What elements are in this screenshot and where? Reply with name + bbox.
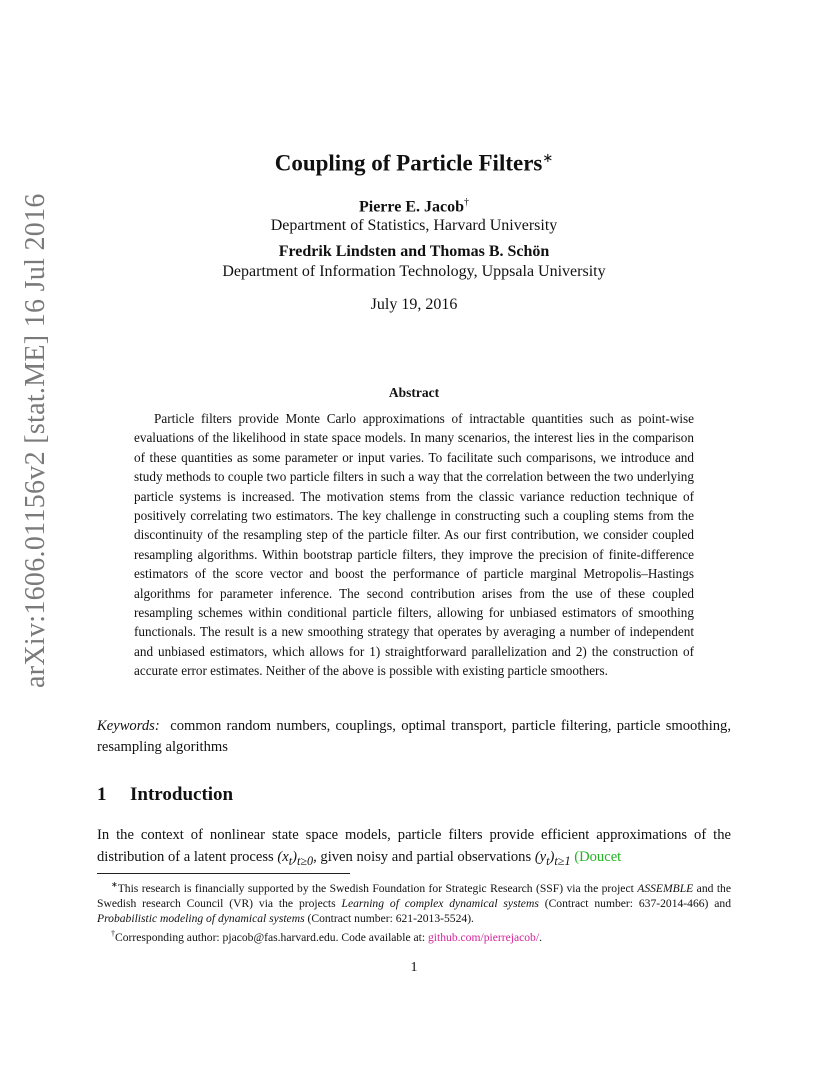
footnote-1-project-1: ASSEMBLE [637, 881, 694, 895]
arxiv-identifier-stamp: arXiv:1606.01156v2 [stat.ME] 16 Jul 2016 [20, 193, 51, 688]
footnote-2-mark: † [111, 929, 115, 939]
footnotes [97, 877, 731, 946]
math-obs-range: t≥1 [554, 853, 571, 868]
author-1-name-text: Pierre E. Jacob [358, 198, 464, 216]
math-latent-process [277, 849, 314, 868]
math-latent-sub: t [288, 853, 293, 868]
citation-link[interactable]: (Doucet [574, 849, 622, 865]
author-1-footnote-mark: † [464, 197, 469, 208]
footnote-1-project-3: Probabilistic modeling of dynamical systems [97, 912, 305, 926]
section-heading [97, 784, 233, 806]
github-link[interactable]: github.com/pierrejacob/ [427, 931, 540, 945]
math-obs-open: (y [534, 849, 547, 865]
keywords-text: common random numbers, couplings, optimal transport, particle filtering, particle smoothing, resampling algorithms [97, 718, 732, 755]
title-text: Coupling of Particle Filters [274, 150, 543, 176]
page-number: 1 [410, 960, 418, 975]
keywords-label: Keywords: [97, 718, 160, 734]
footnote-1-text-d: (Contract number: 621-2013-5524). [304, 912, 474, 926]
intro-paragraph [97, 824, 731, 872]
math-latent-close: ) [292, 849, 297, 865]
paper-title [0, 150, 828, 177]
math-obs-close: ) [549, 849, 555, 865]
math-latent-range: t≥0 [296, 853, 314, 868]
intro-text-1: In the context of nonlinear state space models, particle filters provide efficient approximations of the distribution of a latent process [97, 827, 731, 865]
section-number: 1 [97, 784, 107, 805]
footnote-1-text-a: This research is financially supported by the Swedish Foundation for Strategic Research (SSF) via the project [117, 881, 638, 895]
paper-date: July 19, 2016 [370, 296, 458, 313]
abstract-text: Particle filters provide Monte Carlo approximations of intractable quantities such as point-wise evaluations of the likelihood in state space models. In many scenarios, the interest lies in the comparison of these quantities as some parameter or input varies. To facilitate such comparisons, we introduce and study methods to couple two particle filters in such a way that the correlation between the two underlying particle systems is increased. The motivation stems from the classic variance reduction technique of positively correlating two estimators. The key challenge in constructing such a coupling stems from the discontinuity of the resampling step of the particle filter. As our first contribution, we consider coupled resampling algorithms. Within bootstrap particle filters, they improve the precision of finite-difference estimators of the score vector and boost the performance of particle marginal Metropolis–Hastings algorithms for parameter inference. The second contribution arises from the use of these coupled resampling schemes within conditional particle filters, allowing for unbiased estimators of smoothing functionals. The result is a new smoothing strategy that operates by averaging a number of independent and unbiased estimators, which allows for 1) straightforward parallelization and 2) the construction of accurate error estimates. Neither of the above is possible with existing particle smoothers. [134, 411, 694, 679]
footnote-2-text-a: Corresponding author: pjacob@fas.harvard.edu. Code available at: [115, 931, 428, 945]
intro-text-2: , given noisy and partial observations [313, 849, 535, 865]
math-latent-open: (x [277, 849, 289, 865]
title-footnote-mark: ∗ [542, 150, 554, 165]
footnote-corresponding-author [97, 926, 731, 945]
math-obs-sub: t [546, 853, 550, 868]
author-2-names: Fredrik Lindsten and Thomas B. Schön [278, 243, 550, 260]
math-observations [534, 849, 571, 868]
footnote-2-text-b: . [539, 931, 542, 945]
footnote-1-mark: ∗ [111, 880, 118, 889]
author-2-affiliation: Department of Information Technology, Uppsala University [222, 263, 606, 280]
keywords [97, 716, 731, 757]
author-1-affiliation: Department of Statistics, Harvard University [270, 217, 558, 234]
footnote-funding [97, 877, 731, 926]
footnote-1-text-c: (Contract number: 637-2014-466) and [538, 897, 732, 911]
footnote-divider [97, 873, 350, 874]
footnote-1-project-2: Learning of complex dynamical systems [341, 897, 539, 911]
author-1-name [0, 197, 828, 216]
abstract-heading: Abstract [388, 385, 440, 400]
footnote-1-text-b: and the Swedish research Council (VR) via the projects [97, 881, 731, 911]
section-title: Introduction [130, 784, 234, 805]
